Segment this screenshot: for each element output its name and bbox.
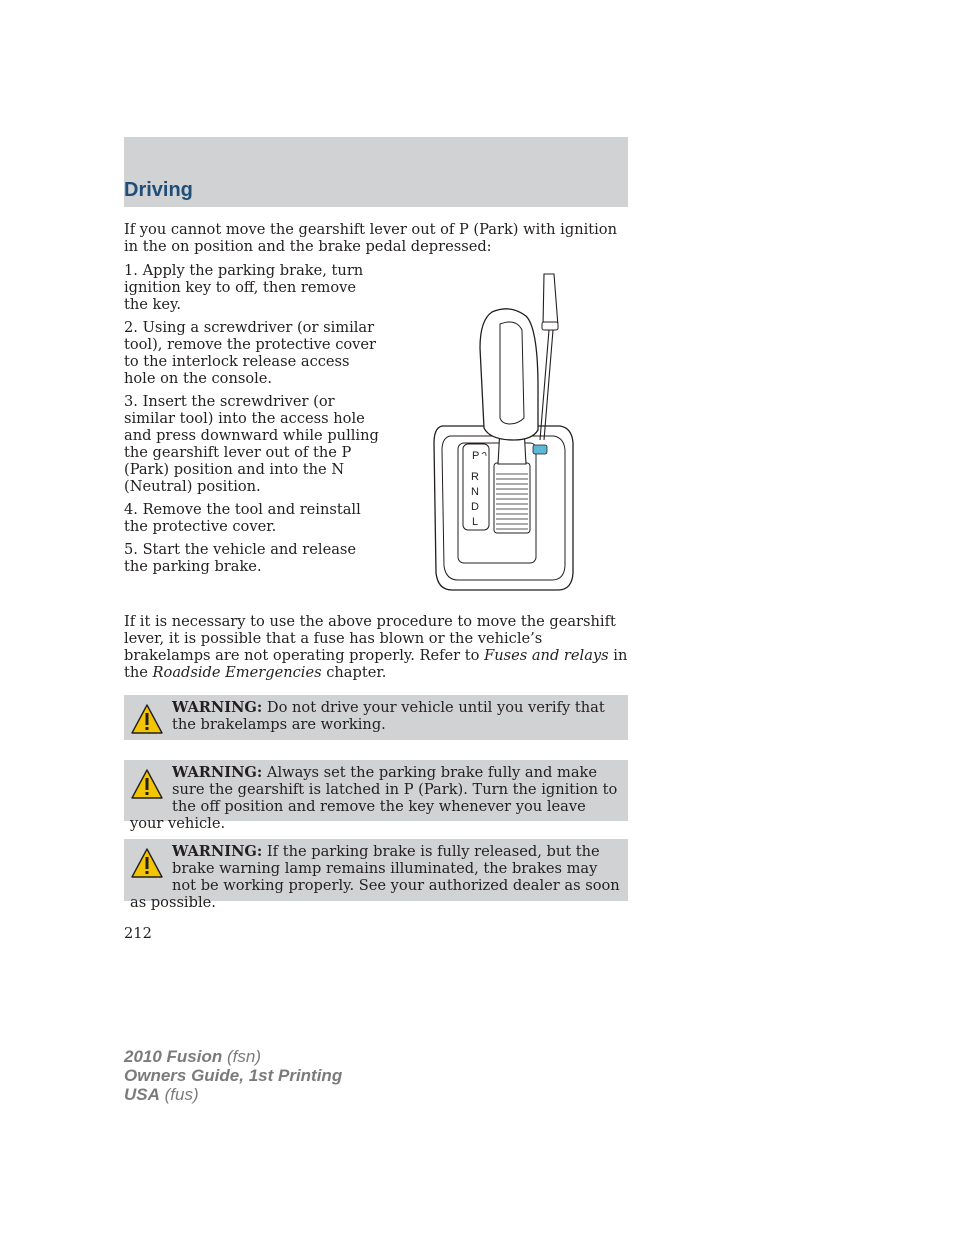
gearshift-handle: [480, 309, 538, 440]
step-item: 4. Remove the tool and reinstall the protective cover.: [124, 501, 361, 535]
warning-text: Do not drive your vehicle until you verify that the brakelamps are working.: [172, 699, 605, 733]
followup-text: chapter.: [321, 664, 387, 681]
footer-line: [124, 1047, 342, 1066]
warning-triangle-icon: [130, 703, 164, 737]
followup-text: in the: [124, 647, 628, 681]
warning-label: WARNING:: [172, 843, 263, 860]
warning-box: [124, 695, 628, 740]
section-header-band: [124, 137, 628, 207]
steps-list: [124, 262, 379, 581]
gear-label: P: [472, 450, 480, 462]
step-item: 1. Apply the parking brake, turn ignition key to off, then remove the key.: [124, 262, 364, 313]
gearshift-interlock-illustration: [420, 268, 590, 598]
document-footer: [124, 1047, 342, 1104]
shift-boot-slot: [494, 463, 530, 533]
step-item: 3. Insert the screwdriver (or similar tool) into the access hole and press downward while pulling the gearshift lever out of the P (Park) position and into the N (Neutral) position.: [124, 393, 379, 495]
gear-label: R: [471, 471, 479, 483]
warning-text: Always set the parking brake fully and make sure the gearshift is latched in P (Park). Turn the ignition to the off position and remove the key whenever you leave your vehicle.: [130, 764, 618, 832]
roadside-emergencies-reference: Roadside Emergencies: [152, 664, 322, 681]
warning-triangle-icon: [130, 847, 164, 881]
warning-label: WARNING:: [172, 764, 263, 781]
warning-triangle-icon: [130, 768, 164, 802]
followup-text: If it is necessary to use the above procedure to move the gearshift lever, it is possible that a fuse has blown or the vehicle’s brakelamps are not operating properly. Refer to: [124, 613, 616, 664]
footer-line: [124, 1066, 342, 1085]
page-number: 212: [124, 925, 152, 942]
warning-box: [124, 760, 628, 832]
interlock-access-hole: [533, 445, 547, 454]
footer-model-code: (fsn): [222, 1047, 261, 1066]
fuses-relays-reference: Fuses and relays: [484, 647, 609, 664]
screwdriver-icon: [540, 274, 558, 440]
warning-box: [124, 839, 628, 911]
footer-guide: Owners Guide, 1st Printing: [124, 1066, 343, 1085]
footer-line: [124, 1085, 342, 1104]
section-title: Driving: [124, 179, 193, 201]
step-item: 2. Using a screwdriver (or similar tool), remove the protective cover to the interlock release access hole on the console.: [124, 319, 377, 387]
gear-label: L: [472, 516, 479, 528]
followup-paragraph: [124, 613, 628, 681]
warning-label: WARNING:: [172, 699, 263, 716]
intro-paragraph: If you cannot move the gearshift lever out of P (Park) with ignition in the on position and the brake pedal depressed:: [124, 221, 617, 255]
gear-label: D: [471, 501, 479, 513]
warning-text: If the parking brake is fully released, but the brake warning lamp remains illuminated, the brakes may not be working properly. See your authorized dealer as soon as possible.: [130, 843, 620, 911]
footer-market: USA: [124, 1085, 160, 1104]
footer-market-code: (fus): [159, 1085, 199, 1104]
footer-model: 2010 Fusion: [124, 1047, 223, 1066]
step-item: 5. Start the vehicle and release the parking brake.: [124, 541, 357, 575]
gear-label: N: [471, 486, 479, 498]
